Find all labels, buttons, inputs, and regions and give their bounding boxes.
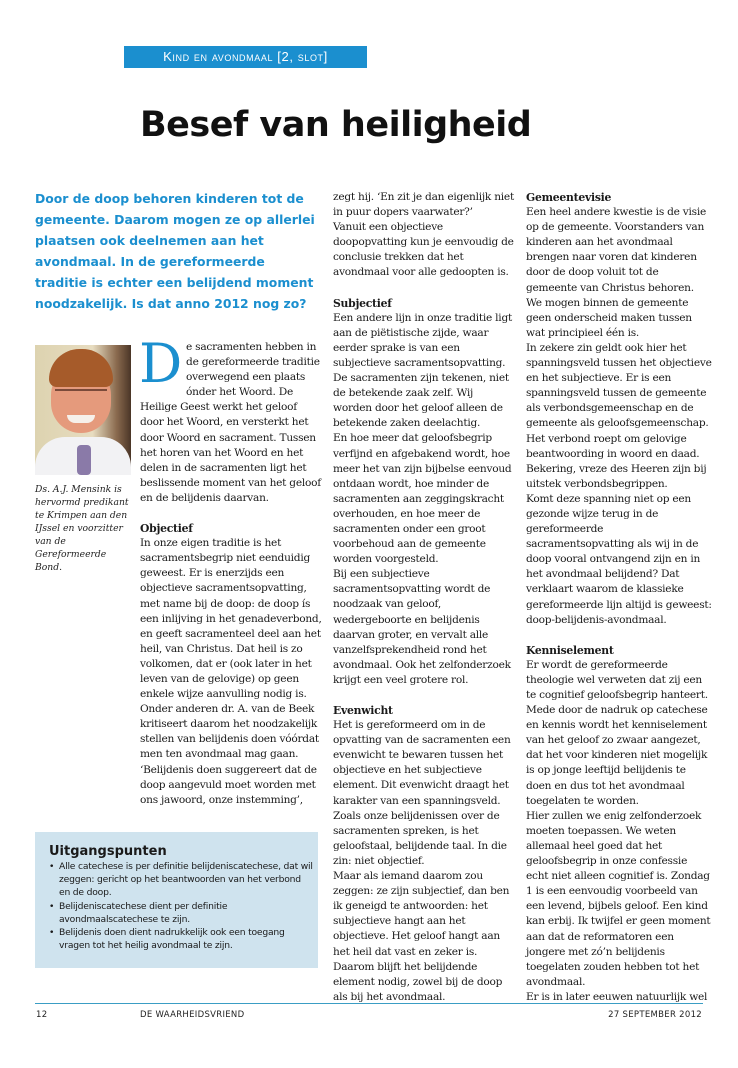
paragraph: Hier zullen we enig zelfonderzoek moeten toepassen. We weten allemaal heel goed dat het geloofsbegrip in onze confessie echt niet alleen cognitief is. Zondag 1 is een eenvoudig voorbeeld van een levend, bijbels geloof. Een kind kan erbij. Ik twijfel er geen moment aan dat de reformatoren een jongere met zó’n belijdenis toegelaten zouden hebben tot het avondmaal.: [526, 809, 711, 988]
subheading-subjectief: Subjectief: [333, 296, 392, 310]
box-list: [49, 860, 314, 952]
footer-rule: [35, 1003, 703, 1004]
photo-glasses-shape: [55, 389, 107, 401]
subheading-gemeentevisie: Gemeentevisie: [526, 191, 612, 204]
box-list-item: • Belijdeniscatechese dient per definitie avondmaalscatechese te zijn.: [49, 900, 228, 925]
paragraph: Een heel andere kwestie is de visie op de gemeente. Voorstanders van kinderen aan het avondmaal brengen naar voren dat kinderen door de doop voluit tot de gemeente van Christus behoren. We mogen binnen de gemeente geen onderscheid maken tussen wat principieel één is.: [526, 206, 707, 339]
paragraph: In onze eigen traditie is het sacramentsbegrip niet eenduidig geweest. Er is enerzijds een objectieve sacramentsopvatting, met name bij de doop: de doop ís een inlijving in het genadeverbond, en geeft sacramenteel deel aan het heil, van Christus. Dat heil is zo volkomen, dat er (ook later in het leven van de gelovige) op geen enkele wijze aanvulling nodig is.: [140, 537, 322, 701]
photo-tie-shape: [77, 445, 91, 475]
subheading-kenniselement: Kenniselement: [526, 643, 614, 657]
paragraph: Vanuit een objectieve doopopvatting kun je eenvoudig de conclusie trekken dat het avondmaal voor alle gedoopten is.: [333, 221, 514, 279]
box-title: Uitgangspunten: [49, 844, 167, 859]
bullet-icon: •: [49, 861, 55, 872]
paragraph: Het is gereformeerd om in de opvatting van de sacramenten een evenwicht te bewaren tussen het objectieve en het subjectieve element. Dit evenwicht draagt het karakter van een spanningsveld. Zoals onze belijdenissen over de sacramenten spreken, is het geloofstaal, belijdende taal. In die zin: niet objectief.: [333, 719, 511, 867]
paragraph: Er wordt de gereformeerde theologie wel verweten dat zij een te cognitief geloofsbegrip hanteert. Mede door de nadruk op catechese en kennis wordt het kenniselement van het geloof zo zwaar aangezet, dat het voor kinderen niet mogelijk is op jonge leeftijd belijdenis te doen en dus tot het avondmaal toegelaten te worden.: [526, 658, 708, 807]
drop-cap: D: [139, 332, 183, 395]
paragraph: Bij een subjectieve sacramentsopvatting wordt de noodzaak van geloof, wedergeboorte en belijdenis daarvan groter, en vervalt alle vanzelfsprekendheid rond het avondmaal. Ook het zelfonderzoek krijgt een veel grotere rol.: [333, 568, 511, 686]
author-photo: [35, 345, 131, 475]
bullet-icon: •: [49, 927, 55, 939]
article-column-2: [333, 190, 515, 1005]
paragraph: Komt deze spanning niet op een gezonde wijze terug in de gereformeerde sacramentsopvatting als wij in de doop vooral ontvangend zijn en in het avondmaal belijdend? Dat verklaart waarom de klassieke gereformeerde lijn altijd is geweest: doop-belijdenis-avondmaal.: [526, 492, 712, 626]
author-caption: Ds. A.J. Mensink is hervormd predikant te Krimpen aan den IJssel en voorzitter van de Gereformeerde Bond.: [35, 484, 129, 573]
subheading-evenwicht: Evenwicht: [333, 704, 393, 717]
paragraph: Onder anderen dr. A. van de Beek kritiseert daarom het noodzakelijk stellen van belijdenis doen vóórdat men ten avondmaal mag gaan. ‘Belijdenis doen suggereert dat de doop aangevuld moet worden met ons jawoord, onze instemming’,: [140, 703, 319, 806]
article-title: Besef van heiligheid: [140, 105, 532, 145]
photo-smile-shape: [67, 415, 95, 423]
section-kicker: Kind en avondmaal [2, slot]: [124, 46, 367, 68]
photo-hair-shape: [49, 349, 113, 387]
paragraph: En hoe meer dat geloofsbegrip verfijnd en afgebakend wordt, hoe meer het van zijn bijbelse eenvoud ontdaan wordt, hoe minder de sacramenten aan zeggingskracht overhouden, en hoe meer de sacramenten onder een groot voorbehoud aan de gemeente worden voorgesteld.: [333, 432, 512, 566]
intro-text: e sacramenten hebben in de gereformeerde traditie overwegend een plaats ónder het Woord. De Heilige Geest werkt het geloof door het Woord, en versterkt het door Woord en sacrament. Tussen het horen van het Woord en het delen in de sacramenten ligt het beslissende moment van het geloof en de belijdenis daarvan.: [140, 341, 321, 504]
uitgangspunten-box: [35, 832, 318, 968]
paragraph: Er is in later eeuwen natuurlijk wel: [526, 990, 708, 1003]
paragraph: In zekere zin geldt ook hier het spanningsveld tussen het objectieve en het subjectieve. Er is een spanningsveld tussen de gemeente als verbondsgemeenschap en de gemeente als geloofsgemeenschap. Het verbond roept om gelovige beantwoording in woord en daad. Bekering, vreze des Heeren zijn bij uitstek verbondsbegrippen.: [526, 341, 712, 490]
paragraph: Maar als iemand daarom zou zeggen: ze zijn subjectief, dan ben ik geneigd te antwoorden: het subjectieve hangt aan het objectieve. Het geloof hangt aan het heil dat vast en zeker is. Daarom blijft het belijdende element nodig, zowel bij de doop als bij het avondmaal.: [333, 870, 510, 1003]
issue-date: 27 SEPTEMBER 2012: [608, 1010, 702, 1020]
article-column-1: [139, 332, 322, 808]
publication-name: DE WAARHEIDSVRIEND: [140, 1010, 245, 1020]
box-list-item: • Alle catechese is per definitie belijdeniscatechese, dat wil zeggen: gericht op het beantwoorden van het verbond en de doop.: [49, 861, 313, 899]
paragraph: zegt hij. ‘En zit je dan eigenlijk niet in puur dopers vaarwater?’: [333, 191, 514, 219]
paragraph: Een andere lijn in onze traditie ligt aan de piëtistische zijde, waar eerder sprake is van een subjectieve sacramentsopvatting. De sacramenten zijn tekenen, niet de betekende zaak zelf. Wij worden door het geloof alleen de betekende zaken deelachtig.: [333, 311, 512, 430]
article-lead: Door de doop behoren kinderen tot de gemeente. Daarom mogen ze op allerlei plaatsen ook deelnemen aan het avondmaal. In de gereformeerde traditie is echter een belijdend moment noodzakelijk. Is dat anno 2012 nog zo?: [35, 191, 315, 311]
page-number: 12: [36, 1010, 48, 1020]
subheading-objectief: Objectief: [140, 522, 193, 536]
box-list-item: • Belijdenis doen dient nadrukkelijk ook een toegang vragen tot het heilig avondmaal te zijn.: [49, 927, 285, 952]
bullet-icon: •: [49, 900, 55, 912]
article-column-3: [526, 190, 712, 1005]
intro-paragraph: [139, 332, 322, 506]
